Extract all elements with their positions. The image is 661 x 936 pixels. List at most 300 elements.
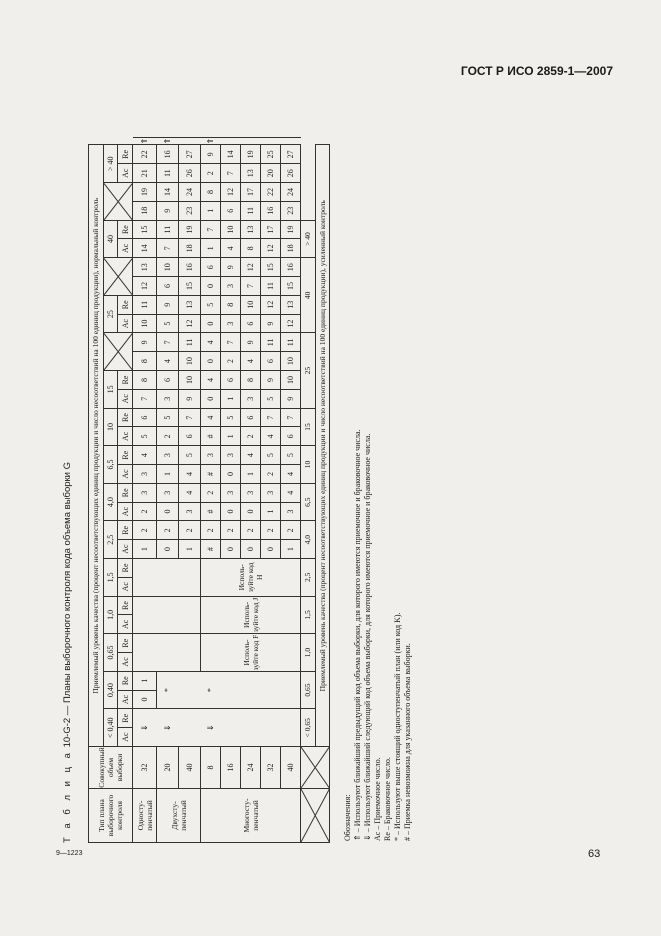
ac-cell: 10 (179, 352, 201, 371)
empty-cell (241, 709, 261, 747)
ac-cell: 4 (241, 352, 261, 371)
ac-cell: 1 (179, 540, 201, 559)
empty-cell (281, 709, 301, 747)
re-cell: 2 (261, 521, 281, 540)
ac-cell: 4 (179, 465, 201, 484)
crossed-cell (301, 747, 330, 789)
legend-notes (343, 101, 413, 841)
ac-cell: 1 (281, 540, 301, 559)
ac-cell: 4 (281, 465, 301, 484)
ac-cell: 2 (221, 352, 241, 371)
empty-cell (241, 137, 261, 145)
ac-cell: 1 (133, 540, 157, 559)
re-cell: 2 (179, 521, 201, 540)
ac-cell: 6 (241, 314, 261, 333)
aql-tight-level: < 0,65 (301, 709, 316, 747)
ac-cell: 2 (133, 502, 157, 521)
ac-cell: 0 (157, 540, 179, 559)
ac-cell: 9 (281, 389, 301, 408)
re-cell: 8 (133, 371, 157, 390)
table-row (157, 137, 179, 842)
ac-cell: 9 (157, 201, 179, 220)
ac-cell: 5 (261, 389, 281, 408)
ac-cell: 0 (241, 502, 261, 521)
star-cell: * (157, 671, 179, 709)
ac-header: Ac (118, 728, 133, 747)
plan-type-multiple: Многосту-пенчатый (201, 789, 301, 843)
empty-cell (133, 596, 201, 634)
table-title-prefix: Т а б л и ц а (62, 750, 73, 843)
re-cell: 2 (221, 521, 241, 540)
ac-cell: 20 (261, 164, 281, 183)
page-number: 63 (588, 848, 601, 860)
re-header: Re (118, 408, 133, 427)
star-cell: * (201, 671, 221, 709)
ac-header: Ac (118, 427, 133, 446)
arrow-up-cell: ⇑ (201, 137, 221, 145)
ac-cell: 2 (241, 427, 261, 446)
ac-cell: 0 (221, 465, 241, 484)
ac-cell: 10 (133, 314, 157, 333)
ac-cell: 12 (133, 277, 157, 296)
re-cell: 11 (157, 220, 179, 239)
aql-tight-level: 10 (301, 446, 316, 484)
empty-cell (261, 709, 281, 747)
aql-level-header: 4,0 (103, 483, 118, 521)
note-item: # – Приемка невозможна для указанного объема выборки. (403, 643, 412, 841)
re-cell: 10 (157, 258, 179, 277)
ac-cell: 2 (157, 427, 179, 446)
table-row (179, 137, 201, 842)
aql-normal-header: Приемлемый уровень качества (процент несоответствующих единиц продукции и число несоответствий на 100 единиц продукции), нормальный контроль (89, 145, 104, 747)
re-cell: 2 (133, 521, 157, 540)
ac-cell: 11 (157, 164, 179, 183)
ac-cell: 0 (261, 540, 281, 559)
re-header: Re (118, 596, 133, 615)
re-cell: 16 (179, 258, 201, 277)
re-cell: 16 (157, 145, 179, 164)
aql-level-header: 6,5 (103, 446, 118, 484)
re-header: Re (118, 709, 133, 728)
aql-tight-level: 1,0 (301, 634, 316, 672)
arrow-down-cell: ⇓ (157, 709, 179, 747)
empty-cell (133, 559, 201, 597)
empty-cell (261, 137, 281, 145)
re-cell: 3 (261, 483, 281, 502)
empty-cell (281, 137, 301, 145)
ac-header: Ac (118, 540, 133, 559)
re-cell: 10 (241, 295, 261, 314)
ac-cell: 1 (201, 201, 221, 220)
ac-cell: 3 (221, 277, 241, 296)
re-cell: 12 (261, 295, 281, 314)
aql-level-header: 1,5 (103, 559, 118, 597)
ac-cell: 0 (201, 389, 221, 408)
ac-cell: 14 (133, 239, 157, 258)
aql-tight-level: 6,5 (301, 483, 316, 521)
re-cell: 6 (201, 258, 221, 277)
empty-cell (281, 671, 301, 709)
ac-header: Ac (118, 690, 133, 709)
table-row (201, 137, 221, 842)
re-cell: 7 (179, 408, 201, 427)
ac-cell: 3 (133, 465, 157, 484)
re-cell: 9 (241, 333, 261, 352)
empty-cell (179, 709, 201, 747)
re-cell: 19 (241, 145, 261, 164)
re-cell: 6 (241, 408, 261, 427)
re-cell: 19 (133, 183, 157, 202)
empty-cell (179, 137, 201, 145)
re-cell: 24 (179, 183, 201, 202)
aql-tight-level: 2,5 (301, 559, 316, 597)
re-cell: 5 (179, 446, 201, 465)
ac-cell: 7 (221, 164, 241, 183)
aql-tight-level: 1,5 (301, 596, 316, 634)
re-cell: 3 (221, 446, 241, 465)
re-cell: 24 (281, 183, 301, 202)
re-cell: 11 (133, 295, 157, 314)
re-cell: 14 (157, 183, 179, 202)
ac-cell: 1 (157, 465, 179, 484)
ac-cell: 4 (261, 427, 281, 446)
re-cell: 2 (201, 521, 221, 540)
re-cell: 5 (261, 446, 281, 465)
re-cell: 7 (221, 333, 241, 352)
ac-cell: 3 (221, 314, 241, 333)
ac-header: Ac (118, 653, 133, 672)
ac-cell: 6 (281, 427, 301, 446)
re-cell: 7 (281, 408, 301, 427)
ac-cell: 0 (221, 502, 241, 521)
re-header: Re (118, 446, 133, 465)
ac-cell: 6 (261, 352, 281, 371)
sample-size-cell: 32 (261, 747, 281, 789)
ac-cell: 2 (261, 465, 281, 484)
re-cell: 10 (221, 220, 241, 239)
re-cell: 2 (241, 521, 261, 540)
ac-cell: 5 (157, 314, 179, 333)
ac-cell: 23 (281, 201, 301, 220)
sample-size-cell: 8 (201, 747, 221, 789)
re-cell: 19 (281, 220, 301, 239)
re-cell: 3 (221, 483, 241, 502)
re-cell: 15 (133, 220, 157, 239)
crossed-cell (103, 258, 132, 296)
arrow-down-cell: ⇓ (133, 709, 157, 747)
note-item: Ac – Приемочное число. (373, 757, 382, 841)
re-cell: 8 (201, 183, 221, 202)
empty-cell (261, 671, 281, 709)
ac-cell: 7 (241, 277, 261, 296)
aql-level-header: 2,5 (103, 521, 118, 559)
aql-tight-level: 4,0 (301, 521, 316, 559)
note-item: * – Используют выше стоящий одноступенчатый план (или код K). (393, 612, 402, 841)
ac-cell: 0 (241, 540, 261, 559)
ac-header: Ac (118, 465, 133, 484)
arrow-up-cell: ⇑ (157, 137, 179, 145)
re-cell: 17 (241, 183, 261, 202)
ac-header: Ac (118, 577, 133, 596)
aql-tight-level: 25 (301, 333, 316, 408)
re-header: Re (118, 145, 133, 164)
re-header: Re (118, 671, 133, 690)
ac-cell: 7 (157, 239, 179, 258)
aql-tight-level: 15 (301, 408, 316, 446)
ac-cell: 16 (261, 201, 281, 220)
ac-cell: 0 (201, 314, 221, 333)
aql-tight-level: 0,65 (301, 671, 316, 709)
re-cell: 4 (201, 408, 221, 427)
re-header: Re (118, 295, 133, 314)
aql-level-header: 0,40 (103, 671, 118, 709)
re-cell: 4 (179, 483, 201, 502)
ac-cell: 3 (157, 389, 179, 408)
ac-cell: 1 (261, 502, 281, 521)
aql-level-header: > 40 (103, 145, 118, 183)
table-title (62, 93, 76, 843)
ac-cell: 0 (133, 690, 157, 709)
ac-cell: # (201, 502, 221, 521)
ac-header: Ac (118, 239, 133, 258)
aql-level-header: 25 (103, 295, 118, 333)
empty-cell (221, 709, 241, 747)
re-cell: 5 (157, 408, 179, 427)
aql-level-header: 1,0 (103, 596, 118, 634)
re-cell: 27 (179, 145, 201, 164)
ac-cell: 9 (179, 389, 201, 408)
re-cell: 25 (261, 145, 281, 164)
re-cell: 2 (157, 521, 179, 540)
re-cell: 12 (241, 258, 261, 277)
re-header: Re (118, 521, 133, 540)
empty-cell (221, 137, 241, 145)
re-cell: 2 (201, 483, 221, 502)
ac-cell: 26 (281, 164, 301, 183)
re-cell: 12 (221, 183, 241, 202)
table-row (133, 137, 157, 842)
ac-header: Ac (118, 502, 133, 521)
ac-cell: 5 (133, 427, 157, 446)
crossed-cell (103, 183, 132, 221)
ac-cell: 8 (241, 239, 261, 258)
ac-cell: 1 (221, 389, 241, 408)
ac-cell: 1 (221, 427, 241, 446)
ac-cell: 6 (157, 277, 179, 296)
ac-cell: 23 (179, 201, 201, 220)
re-cell: 5 (221, 408, 241, 427)
ac-cell: 12 (281, 314, 301, 333)
re-cell: 13 (179, 295, 201, 314)
rotated-table-block (62, 93, 412, 843)
sampling-plan-table (88, 137, 330, 843)
re-cell: 11 (179, 333, 201, 352)
re-cell: 5 (281, 446, 301, 465)
re-cell: 3 (133, 483, 157, 502)
re-cell: 7 (261, 408, 281, 427)
re-cell: 8 (221, 295, 241, 314)
arrow-down-cell: ⇓ (201, 709, 221, 747)
re-cell: 6 (133, 408, 157, 427)
re-cell: 16 (281, 258, 301, 277)
empty-cell (241, 671, 261, 709)
ac-cell: 11 (241, 201, 261, 220)
plan-type-header: Тип плана выборочного контроля (89, 789, 133, 843)
ac-header: Ac (118, 389, 133, 408)
ac-cell: 3 (179, 502, 201, 521)
sample-size-cell: 20 (157, 747, 179, 789)
aql-level-header: 40 (103, 220, 118, 258)
re-cell: 15 (261, 258, 281, 277)
plan-type-double: Двухсту-пенчатый (157, 789, 201, 843)
re-cell: 10 (281, 371, 301, 390)
re-cell: 27 (281, 145, 301, 164)
ac-cell: 6 (179, 427, 201, 446)
ac-header: Ac (118, 164, 133, 183)
re-header: Re (118, 559, 133, 578)
sample-size-cell: 32 (133, 747, 157, 789)
aql-level-header: 15 (103, 371, 118, 409)
use-code-f: Исполь-зуйте код F (201, 634, 301, 672)
re-cell: 19 (179, 220, 201, 239)
ac-cell: 3 (241, 389, 261, 408)
ac-cell: 1 (241, 465, 261, 484)
arrow-up-cell: ⇑ (133, 137, 157, 145)
ac-cell: 1 (201, 239, 221, 258)
sample-size-cell: 40 (179, 747, 201, 789)
ac-header: Ac (118, 314, 133, 333)
ac-cell: 15 (179, 277, 201, 296)
crossed-cell (301, 789, 330, 843)
re-header: Re (118, 371, 133, 390)
note-item: ⇓ – Используют ближайший следующий код объема выборки, для которого имеются приемочное и браковочное числа. (363, 433, 372, 841)
ac-header: Ac (118, 615, 133, 634)
ac-cell: 11 (261, 277, 281, 296)
ac-cell: 10 (281, 352, 301, 371)
ac-cell: 0 (157, 502, 179, 521)
plan-type-single: Односту-пенчатый (133, 789, 157, 843)
re-cell: 9 (157, 295, 179, 314)
re-cell: 3 (241, 483, 261, 502)
ac-cell: 4 (221, 239, 241, 258)
table-row (281, 137, 301, 842)
ac-cell: 7 (133, 389, 157, 408)
re-cell: 3 (157, 446, 179, 465)
re-cell: 10 (179, 371, 201, 390)
re-cell: 9 (201, 145, 221, 164)
sample-size-cell: 24 (241, 747, 261, 789)
re-cell: 13 (133, 258, 157, 277)
notes-heading: Обозначения: (343, 794, 352, 841)
sheet-number: 9—1223 (56, 850, 83, 857)
re-cell: 3 (157, 483, 179, 502)
table-row (221, 137, 241, 842)
empty-cell (179, 671, 201, 709)
ac-cell: 3 (281, 502, 301, 521)
re-cell: 13 (241, 220, 261, 239)
ac-cell: 18 (133, 201, 157, 220)
ac-cell: 9 (261, 314, 281, 333)
sample-size-cell: 40 (281, 747, 301, 789)
aql-level-header: < 0,40 (103, 709, 118, 747)
table-row (261, 137, 281, 842)
ac-cell: 0 (201, 352, 221, 371)
standard-header: ГОСТ Р ИСО 2859-1—2007 (460, 64, 613, 78)
empty-cell (221, 671, 241, 709)
re-cell: 6 (221, 371, 241, 390)
ac-cell: 2 (201, 164, 221, 183)
ac-cell: 21 (133, 164, 157, 183)
aql-tight-header: Приемлемый уровень качества (процент несоответствующих единиц продукции и число несоответствий на 100 единиц продукции), усиленный контроль (315, 145, 330, 747)
re-cell: 8 (241, 371, 261, 390)
ac-cell: # (201, 465, 221, 484)
re-cell: 13 (281, 295, 301, 314)
re-cell: 17 (261, 220, 281, 239)
ac-cell: 15 (281, 277, 301, 296)
use-code-h: Исполь-зуйте код H (201, 559, 301, 597)
re-header: Re (118, 483, 133, 502)
ac-cell: 13 (241, 164, 261, 183)
aql-level-header: 0,65 (103, 634, 118, 672)
ac-cell: # (201, 540, 221, 559)
re-cell: 5 (201, 295, 221, 314)
ac-cell: 0 (221, 540, 241, 559)
re-cell: 9 (261, 371, 281, 390)
re-cell: 2 (281, 521, 301, 540)
re-cell: 9 (221, 258, 241, 277)
ac-cell: 0 (201, 277, 221, 296)
re-cell: 11 (281, 333, 301, 352)
ac-cell: 12 (261, 239, 281, 258)
re-cell: 4 (241, 446, 261, 465)
ac-cell: # (201, 427, 221, 446)
re-cell: 1 (133, 671, 157, 690)
aql-tight-level: > 40 (301, 220, 316, 258)
table-title-text: 10-G-2 — Планы выборочного контроля кода объема выборки G (62, 461, 73, 748)
ac-cell: 26 (179, 164, 201, 183)
ac-cell: 18 (281, 239, 301, 258)
re-header: Re (118, 220, 133, 239)
ac-cell: 8 (133, 352, 157, 371)
ac-cell: 4 (157, 352, 179, 371)
use-code-j: Исполь-зуйте код J (201, 596, 301, 634)
re-cell: 4 (281, 483, 301, 502)
ac-cell: 6 (221, 201, 241, 220)
aql-level-header: 10 (103, 408, 118, 446)
re-cell: 22 (261, 183, 281, 202)
note-item: Re – Браковочное число. (383, 757, 392, 841)
sample-size-header: Совокупный объем выборки (89, 747, 133, 789)
re-cell: 4 (201, 371, 221, 390)
aql-tight-level: 40 (301, 258, 316, 333)
re-cell: 22 (133, 145, 157, 164)
re-cell: 4 (201, 333, 221, 352)
ac-cell: 12 (179, 314, 201, 333)
note-item: ⇑ – Используют ближайший предыдущий код объема выборки, для которого имеются приемочное и браковочное числа. (353, 429, 362, 841)
re-cell: 3 (201, 446, 221, 465)
table-row (241, 137, 261, 842)
re-cell: 9 (133, 333, 157, 352)
re-cell: 7 (201, 220, 221, 239)
re-header: Re (118, 634, 133, 653)
re-cell: 14 (221, 145, 241, 164)
re-cell: 4 (133, 446, 157, 465)
ac-cell: 18 (179, 239, 201, 258)
sample-size-cell: 16 (221, 747, 241, 789)
re-cell: 11 (261, 333, 281, 352)
crossed-cell (103, 333, 132, 371)
re-cell: 6 (157, 371, 179, 390)
